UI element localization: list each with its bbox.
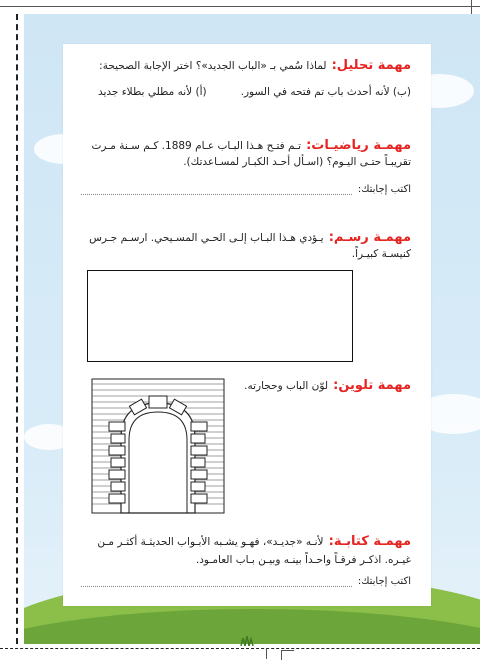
cut-line-vertical <box>16 14 18 644</box>
task-math-label: مهمـة رياضيـات: <box>306 138 411 153</box>
option-b[interactable]: (ب) لأنه أحدث باب تم فتحه في السور. <box>240 86 411 98</box>
task-writing-answer <box>81 576 411 587</box>
option-a[interactable]: (أ) لأنه مطلي بطلاء جديد <box>97 86 207 98</box>
task-writing-line2: غيـره. اذكـر فرقـاً واحـداً بينـه وبيـن بـاب العامـود. <box>195 554 411 566</box>
task-analysis-question: لماذا سُمي بـ «الباب الجديد»؟ اختر الإجابة الصحيحة: <box>99 60 327 72</box>
task-writing-line1: لأنـه «جديـد»، فهـو يشـبه الأبـواب الحديثـة أكثـر مـن <box>97 536 324 548</box>
task-drawing <box>81 226 411 245</box>
task-drawing-line2: كنيسـة كبيـراً. <box>351 248 411 260</box>
worksheet-card <box>63 44 431 606</box>
answer-line[interactable] <box>81 184 352 195</box>
top-border-line <box>0 6 480 7</box>
task-math-line1: تـم فتـح هـذا البـاب عـام 1889. كـم سـنة مـرت <box>91 140 301 152</box>
task-math <box>81 134 411 153</box>
cut-line-horizontal <box>0 648 480 649</box>
crop-mark <box>471 0 472 14</box>
task-drawing-label: مهمـة رسـم: <box>328 230 411 245</box>
task-math-answer <box>81 184 411 195</box>
answer-line[interactable] <box>81 576 352 587</box>
task-analysis <box>81 54 411 73</box>
task-coloring-text: لوّن الباب وحجارته. <box>244 380 329 392</box>
task-writing <box>81 530 411 549</box>
answer-label: اكتب إجابتك: <box>357 184 411 195</box>
task-math-line2: تقريبـاً حتـى اليـوم؟ (اسـأل أحـد الكبـار لمسـاعدتك). <box>183 156 411 168</box>
grass-icon <box>240 636 254 646</box>
task-coloring-label: مهمة تلوين: <box>333 378 411 393</box>
answer-label: اكتب إجابتك: <box>357 576 411 587</box>
drawing-box[interactable] <box>87 270 353 362</box>
task-coloring <box>233 374 411 393</box>
task-drawing-line1: يـؤدي هـذا البـاب إلـى الحـي المسـيحي. ارسـم جـرس <box>89 232 324 244</box>
new-gate-door-drawing[interactable] <box>91 378 225 514</box>
crop-mark <box>266 648 267 659</box>
task-analysis-options <box>81 86 411 98</box>
task-analysis-label: مهمة تحليل: <box>331 58 411 73</box>
task-writing-label: مهمـة كتابـة: <box>328 534 411 549</box>
